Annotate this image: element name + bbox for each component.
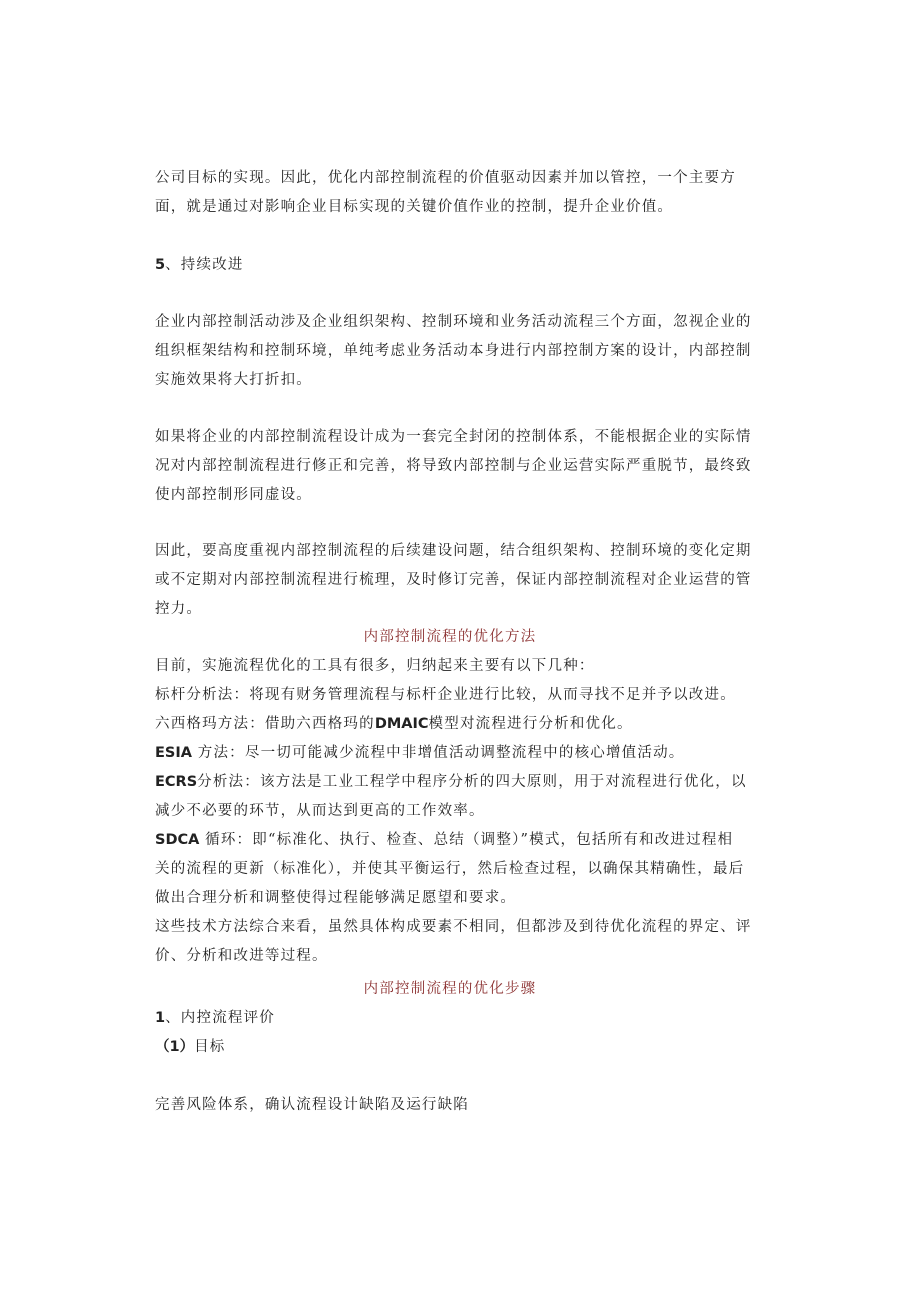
text-line: 完善风险体系，确认流程设计缺陷及运行缺陷	[155, 1097, 469, 1113]
text-line: 如果将企业的内部控制流程设计成为一套完全封闭的控制体系，不能根据企业的实际情	[155, 429, 752, 445]
text-line: 这些技术方法综合来看，虽然具体构成要素不相同，但都涉及到待优化流程的界定、评	[155, 919, 752, 935]
dmaic-term: DMAIC	[374, 716, 429, 732]
text-line: 因此，要高度重视内部控制流程的后续建设问题，结合组织架构、控制环境的变化定期	[155, 543, 752, 559]
method-ecrs: ECRS分析法：该方法是工业工程学中程序分析的四大原则，用于对流程进行优化，以	[155, 774, 747, 790]
text-line: 关的流程的更新（标准化），并使其平衡运行，然后检查过程，以确保其精确性，最后	[155, 861, 745, 877]
section-heading-5	[155, 251, 745, 280]
methods-list	[155, 652, 752, 971]
methods-intro: 目前，实施流程优化的工具有很多，归纳起来主要有以下几种：	[155, 658, 595, 674]
section-number: 5	[155, 257, 166, 273]
paragraph-a	[155, 308, 752, 395]
substep-label: （1）	[155, 1039, 195, 1055]
method-esia: ESIA 方法：尽一切可能减少流程中非增值活动调整流程中的核心增值活动。	[155, 745, 685, 761]
method-sixsigma: 六西格玛方法：借助六西格玛的DMAIC模型对流程进行分析和优化。	[155, 716, 633, 732]
paragraph-intro	[155, 164, 745, 222]
method-sdca: SDCA 循环：即“标准化、执行、检查、总结（调整）”模式，包括所有和改进过程相	[155, 832, 734, 848]
text-line: 做出合理分析和调整使得过程能够满足愿望和要求。	[155, 890, 517, 906]
text-line: 或不定期对内部控制流程进行梳理，及时修订完善，保证内部控制流程对企业运营的管	[155, 572, 752, 588]
paragraph-goal	[155, 1091, 745, 1120]
text-line: 况对内部控制流程进行修正和完善，将导致内部控制与企业运营实际严重脱节，最终致	[155, 458, 752, 474]
section-title: 、持续改进	[165, 257, 244, 273]
step-title: 、内控流程评价	[165, 1010, 275, 1026]
text-line: 公司目标的实现。因此，优化内部控制流程的价值驱动因素并加以管控，一个主要方	[155, 170, 736, 186]
text-line: 实施效果将大打折扣。	[155, 372, 312, 388]
esia-term: ESIA	[155, 745, 192, 761]
paragraph-b	[155, 423, 752, 510]
text-line: 面，就是通过对影响企业目标实现的关键价值作业的控制，提升企业价值。	[155, 199, 674, 215]
heading-optimization-methods: 内部控制流程的优化方法	[363, 629, 537, 645]
text-line: 组织框架结构和控制环境，单纯考虑业务活动本身进行内部控制方案的设计，内部控制	[155, 343, 752, 359]
sdca-term: SDCA	[155, 832, 200, 848]
text-line: 企业内部控制活动涉及企业组织架构、控制环境和业务活动流程三个方面，忽视企业的	[155, 314, 752, 330]
heading-optimization-steps: 内部控制流程的优化步骤	[363, 981, 537, 997]
method-benchmark: 标杆分析法：将现有财务管理流程与标杆企业进行比较，从而寻找不足并予以改进。	[155, 687, 736, 703]
substep-title: 目标	[194, 1039, 226, 1055]
text-line: 价、分析和改进等过程。	[155, 948, 328, 964]
text-line: 使内部控制形同虚设。	[155, 487, 312, 503]
text-line: 控力。	[155, 601, 203, 617]
paragraph-c	[155, 537, 752, 624]
step-1	[155, 1004, 745, 1062]
text-line: 减少不必要的环节，从而达到更高的工作效率。	[155, 803, 485, 819]
step-number: 1	[155, 1010, 166, 1026]
ecrs-term: ECRS	[155, 774, 198, 790]
